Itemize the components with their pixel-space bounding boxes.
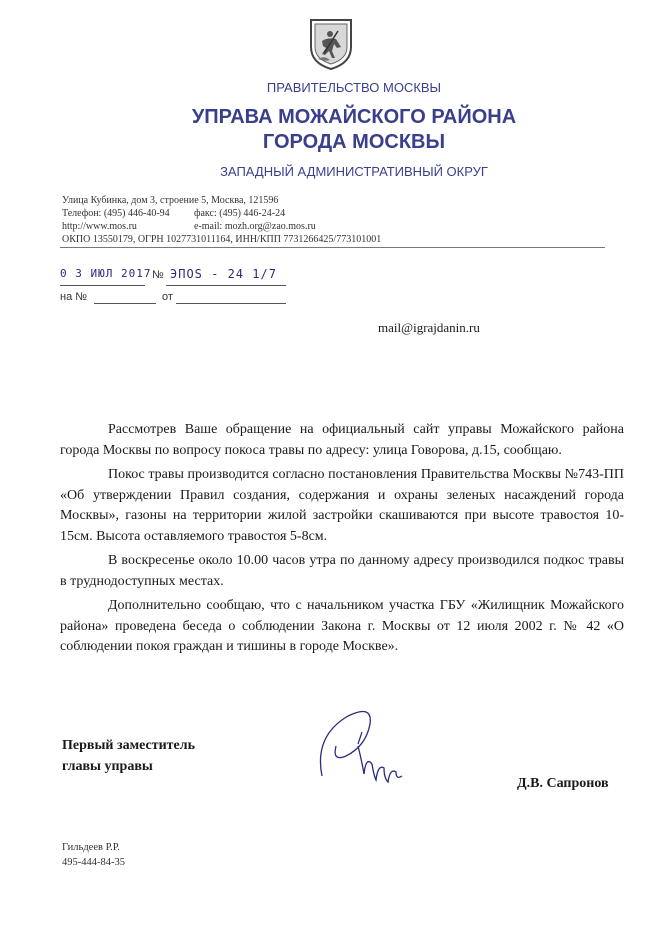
website-link[interactable]: http://www.mos.ru xyxy=(62,221,137,232)
reply-underline xyxy=(94,291,156,304)
number-underline xyxy=(166,273,286,286)
header-divider xyxy=(60,247,605,248)
moscow-coat-of-arms-icon xyxy=(308,17,354,71)
fax: факс: (495) 446-24-24 xyxy=(194,208,286,219)
government-name: ПРАВИТЕЛЬСТВО МОСКВЫ xyxy=(266,80,442,95)
registry-codes: ОКПО 13550179, ОГРН 1027731011164, ИНН/КПП 7731266425/773101001 xyxy=(62,234,382,245)
from-underline xyxy=(176,291,286,304)
registration-number: ЭПОS - 24 1/7 xyxy=(170,267,277,281)
phone: Телефон: (495) 446-40-94 xyxy=(62,208,170,219)
handwritten-signature-icon xyxy=(318,706,438,788)
signatory-title-line2: главы управы xyxy=(62,759,153,774)
reply-label: на № xyxy=(60,291,88,303)
address: Улица Кубинка, дом 3, строение 5, Москва, 121596 xyxy=(62,195,279,206)
body-paragraph: В воскресенье около 10.00 часов утра по данному адресу производился подкос травы в труднодоступных местах. xyxy=(60,553,624,589)
office-title-line2: ГОРОДА МОСКВЫ xyxy=(262,131,446,153)
body-paragraph: Покос травы производится согласно постановления Правительства Москвы №743-ПП «Об утверждении Правил создания, содержания и охраны зеленых насаждений города Москвы», газоны на территории жилой застройки скашиваются при высоте травостоя 10-15см. Высота оставляемого травостоя 5-8см. xyxy=(60,467,624,544)
signatory-name: Д.В. Сапронов xyxy=(517,776,609,791)
number-prefix: № xyxy=(152,269,164,281)
body-paragraph: Дополнительно сообщаю, что с начальником участка ГБУ «Жилищник Можайского района» проведена беседа о соблюдении Закона г. Москвы от 12 июля 2002 г. № 42 «О соблюдении покоя граждан и тишины в городе Москве». xyxy=(60,598,624,654)
signatory-title xyxy=(62,735,195,777)
office-email[interactable]: e-mail: mozh.org@zao.mos.ru xyxy=(194,221,316,232)
date-underline xyxy=(60,273,145,286)
from-label: от xyxy=(162,291,173,303)
office-title-line1: УПРАВА МОЖАЙСКОГО РАЙОНА xyxy=(191,106,517,128)
executor-phone: 495-444-84-35 xyxy=(62,857,125,868)
body-paragraph: Рассмотрев Ваше обращение на официальный сайт управы Можайского района города Москвы по вопросу покоса травы по адресу: улица Говорова, д.15, сообщаю. xyxy=(60,422,624,458)
executor-name: Гильдеев Р.Р. xyxy=(62,842,120,853)
date-stamp: 0 3 ИЮЛ 2017 xyxy=(60,267,152,280)
recipient-email: mail@igrajdanin.ru xyxy=(378,320,480,335)
signatory-title-line1: Первый заместитель xyxy=(62,738,195,753)
district-name: ЗАПАДНЫЙ АДМИНИСТРАТИВНЫЙ ОКРУГ xyxy=(220,164,488,179)
letter-body xyxy=(60,420,624,658)
